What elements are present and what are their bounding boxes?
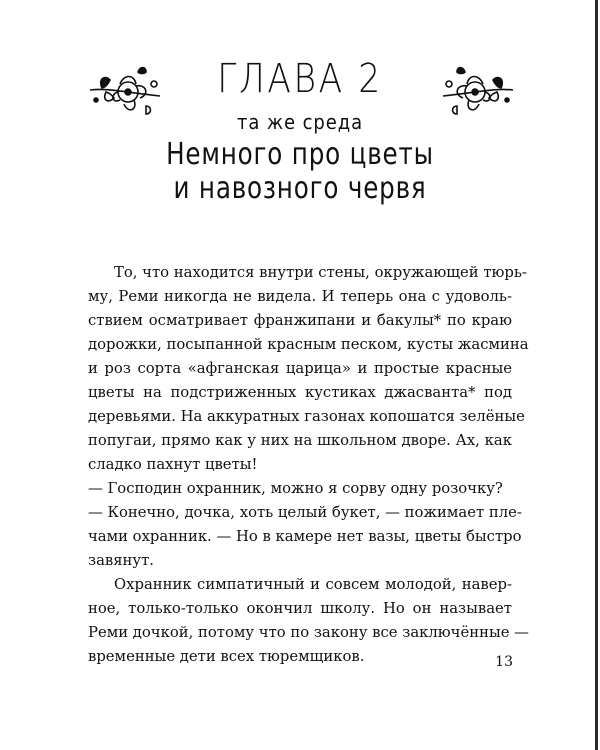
chapter-title-line-2: и навозного червя	[173, 171, 427, 206]
text-line: Охранник симпатичный и совсем молодой, навер-	[114, 576, 512, 593]
text-line: — Конечно, дочка, хоть целый букет, — пожимает пле-	[88, 504, 522, 521]
text-line: — Господин охранник, можно я сорву одну розочку?	[88, 480, 503, 497]
text-line: цветы на подстриженных кустиках джасванта* под	[88, 384, 512, 401]
text-line: и роз сорта «афганская царица» и простые красные	[88, 360, 512, 377]
page-edge	[595, 0, 598, 750]
text-line: Реми дочкой, потому что по закону все заключённые —	[88, 624, 529, 641]
text-line: чами охранник. — Но в камере нет вазы, цветы быстро	[88, 528, 522, 545]
chapter-title-line-1: Немного про цветы	[166, 137, 434, 172]
body-text	[88, 261, 529, 669]
page-number: 13	[495, 654, 513, 670]
text-line: завянут.	[88, 552, 155, 569]
chapter-date: та же среда	[236, 110, 364, 134]
text-line: дорожки, посыпанной красным песком, кусты жасмина	[88, 336, 529, 353]
chapter-label: ГЛАВА 2	[217, 56, 383, 102]
text-line: деревьями. На аккуратных газонах копошатся зелёные	[88, 408, 525, 425]
text-line: попугаи, прямо как у них на школьном дворе. Ах, как	[88, 432, 512, 449]
text-line: ное, только-только окончил школу. Но он называет	[88, 600, 512, 617]
text-line: То, что находится внутри стены, окружающей тюрь-	[114, 264, 527, 281]
text-line: сладко пахнут цветы!	[88, 456, 258, 473]
text-line: временные дети всех тюремщиков.	[88, 648, 365, 665]
text-line: му, Реми никогда не видела. И теперь она с удоволь-	[88, 288, 512, 305]
text-line: ствием осматривает франжипани и бакулы* по краю	[88, 312, 512, 329]
